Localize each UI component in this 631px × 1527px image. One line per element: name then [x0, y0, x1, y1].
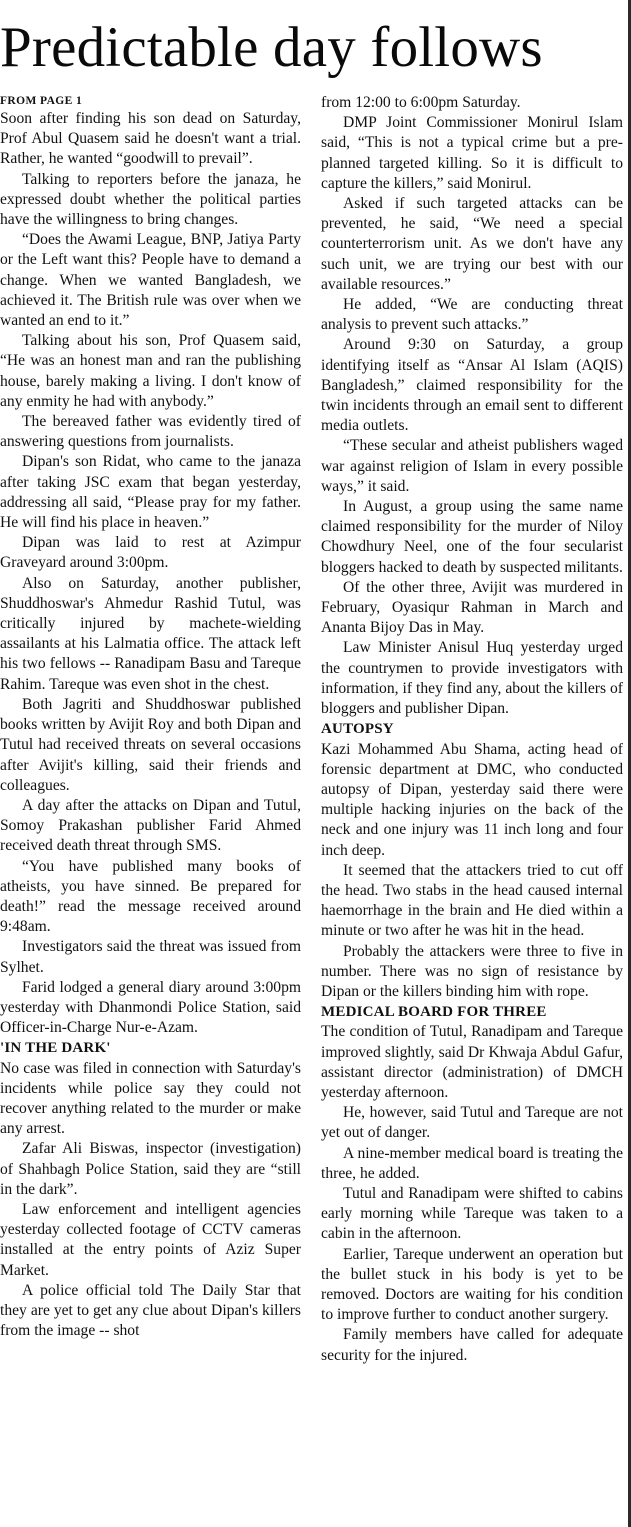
paragraph: A police official told The Daily Star that they are yet to get any clue about Dipan's killers from the image -- shot: [0, 1281, 301, 1340]
paragraph: Soon after finding his son dead on Saturday, Prof Abul Quasem said he doesn't want a trial. Rather, he wanted “goodwill to prevail”.: [0, 110, 301, 168]
paragraph: Law enforcement and intelligent agencies yesterday collected footage of CCTV cameras installed at the entry points of Aziz Super Market.: [0, 1200, 301, 1279]
paragraph: The bereaved father was evidently tired of answering questions from journalists.: [0, 413, 301, 451]
paragraph: Around 9:30 on Saturday, a group identifying itself as “Ansar Al Islam (AQIS) Bangladesh,” claimed responsibility for the twin incidents through an email sent to different media outlets.: [321, 336, 623, 435]
paragraph: Investigators said the threat was issued from Sylhet.: [0, 938, 301, 976]
paragraph: Zafar Ali Biswas, inspector (investigation) of Shahbagh Police Station, said they are “still in the dark”.: [0, 1140, 301, 1198]
subhead-medical-board: MEDICAL BOARD FOR THREE: [321, 1004, 547, 1021]
paragraph: Both Jagriti and Shuddhoswar published books written by Avijit Roy and both Dipan and Tutul had received threats on several occasions after Avijit's killing, said their friends and colleagues.: [0, 695, 301, 794]
paragraph: Dipan was laid to rest at Azimpur Graveyard around 3:00pm.: [0, 534, 301, 572]
subhead-autopsy: AUTOPSY: [321, 721, 394, 738]
paragraph: No case was filed in connection with Saturday's incidents while police say they could not recover anything related to the murder or make any arrest.: [0, 1059, 301, 1138]
paragraph: Farid lodged a general diary around 3:00pm yesterday with Dhanmondi Police Station, said Officer-in-Charge Nur-e-Azam.: [0, 978, 301, 1037]
paragraph: Tutul and Ranadipam were shifted to cabins early morning while Tareque was taken to a cabin in the afternoon.: [321, 1184, 623, 1243]
paragraph: He, however, said Tutul and Tareque are not yet out of danger.: [321, 1104, 623, 1142]
paragraph: Kazi Mohammed Abu Shama, acting head of forensic department at DMC, who conducted autopsy of Dipan, yesterday said there were multiple hacking injuries on the back of the neck and one injury was 11 inch long and four inch deep.: [321, 740, 623, 859]
paragraph: “Does the Awami League, BNP, Jatiya Party or the Left want this? People have to demand a change. When we wanted Bangladesh, we achieved it. The British rule was over when we wanted an end to it.”: [0, 231, 301, 330]
paragraph: Asked if such targeted attacks can be prevented, he said, “We need a special counterterrorism unit. As we don't have any such unit, we are trying our best with our available resources.”: [321, 195, 623, 293]
paragraph: Talking about his son, Prof Quasem said, “He was an honest man and ran the publishing house, barely making a living. I don't know of any enmity he had with anybody.”: [0, 332, 301, 410]
paragraph: DMP Joint Commissioner Monirul Islam said, “This is not a typical crime but a pre-planned targeted killing. So it is difficult to capture the killers,” said Monirul.: [321, 114, 623, 192]
paragraph: He added, “We are conducting threat analysis to prevent such attacks.”: [321, 296, 623, 334]
article-column-right: [321, 93, 623, 1366]
article-column-left: [0, 93, 301, 1341]
paragraph: Family members have called for adequate security for the injured.: [321, 1326, 623, 1364]
subhead-in-the-dark: 'IN THE DARK': [0, 1040, 111, 1057]
paragraph: A day after the attacks on Dipan and Tutul, Somoy Prakashan publisher Farid Ahmed received death threat through SMS.: [0, 796, 301, 855]
paragraph: In August, a group using the same name claimed responsibility for the murder of Niloy Chowdhury Neel, one of the four secularist bloggers hacked to death by suspected militants.: [321, 498, 623, 576]
paragraph: Of the other three, Avijit was murdered in February, Oyasiqur Rahman in March and Ananta Bijoy Das in May.: [321, 578, 623, 637]
paragraph: Also on Saturday, another publisher, Shuddhoswar's Ahmedur Rashid Tutul, was critically injured by machete-wielding assailants at his Lalmatia office. The attack left his two fellows -- Ranadipam Basu and Tareque Rahim. Tareque was even shot in the chest.: [0, 574, 301, 693]
paragraph: Probably the attackers were three to five in number. There was no sign of resistance by Dipan or the killers binding him with rope.: [321, 942, 623, 1000]
paragraph: Law Minister Anisul Huq yesterday urged the countrymen to provide investigators with information, if they find any, about the killers of bloggers and publisher Dipan.: [321, 639, 623, 718]
paragraph: “You have published many books of atheists, you have sinned. Be prepared for death!” read the message received around 9:48am.: [0, 857, 301, 936]
paragraph: from 12:00 to 6:00pm Saturday.: [321, 94, 521, 111]
paragraph: “These secular and atheist publishers waged war against religion of Islam in every possible ways,” it said.: [321, 437, 623, 495]
paragraph: Talking to reporters before the janaza, he expressed doubt whether the political parties have the willingness to bring changes.: [0, 170, 301, 229]
paragraph: The condition of Tutul, Ranadipam and Tareque improved slightly, said Dr Khwaja Abdul Gafur, assistant director (administration) of DMCH yesterday afternoon.: [321, 1023, 623, 1101]
from-page-label: FROM PAGE 1: [0, 95, 83, 107]
paragraph: A nine-member medical board is treating the three, he added.: [321, 1144, 623, 1182]
headline: Predictable day follows: [0, 16, 543, 79]
paragraph: Earlier, Tareque underwent an operation but the bullet stuck in his body is yet to be removed. Doctors are waiting for his condition to improve further to conduct another surgery.: [321, 1245, 623, 1324]
paragraph: It seemed that the attackers tried to cut off the head. Two stabs in the head caused internal haemorrhage in the brain and He died within a minute or two after he was hit in the head.: [321, 861, 623, 940]
paragraph: Dipan's son Ridat, who came to the janaza after taking JSC exam that began yesterday, addressing all said, “Please pray for my father. He will find his place in heaven.”: [0, 453, 301, 532]
